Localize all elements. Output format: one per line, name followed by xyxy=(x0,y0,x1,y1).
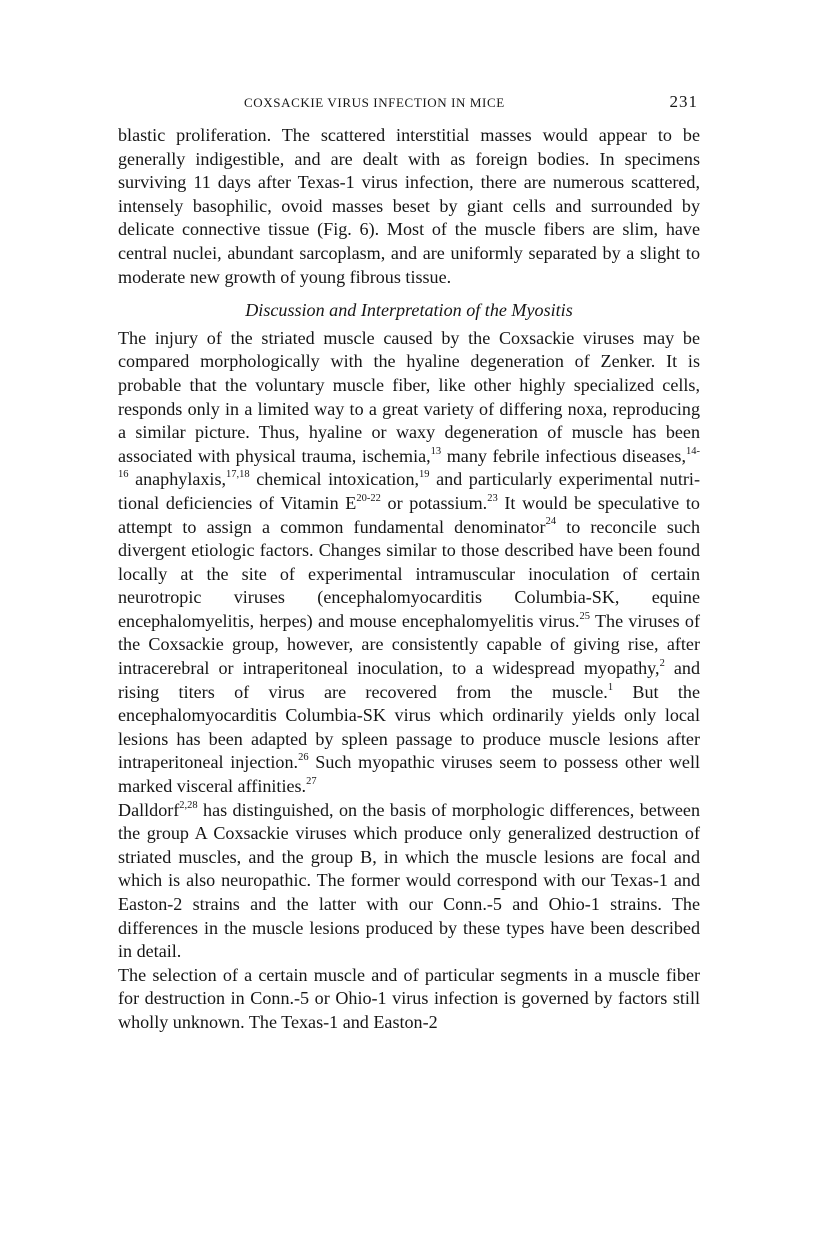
text-segment: The viruses of the Coxsackie group, however, are consistently capable of giving rise, after intracerebral or intraperitoneal inoculation, to a widespread myopathy, xyxy=(118,610,700,679)
reference-superscript: 13 xyxy=(430,445,442,457)
paragraph-4: The selection of a certain muscle and of particular segments in a muscle fiber for destruction in Conn.-5 or Ohio-1 virus infection is governed by factors still wholly unknown. The Texas-1 and Easton-2 xyxy=(118,964,700,1032)
text-segment: many febrile infectious diseases, xyxy=(441,445,686,466)
reference-superscript: 1 xyxy=(607,681,614,693)
text-segment: The injury of the striated muscle caused by the Coxsackie viruses may be compared morphologically with the hyaline degeneration of Zenker. It is probable that the voluntary muscle fiber, like other highly specialized cells, responds only in a limited way to a great variety of differing noxa, reproducing a similar picture. Thus, hyaline or waxy degeneration of muscle has been associated with physical trauma, ischemia, xyxy=(118,327,700,466)
paragraph-2 xyxy=(118,327,700,799)
reference-superscript: 24 xyxy=(545,516,557,528)
reference-superscript: 27 xyxy=(306,776,317,787)
reference-superscript: 2,28 xyxy=(179,799,198,811)
reference-superscript: 14-16 xyxy=(118,445,700,481)
section-heading: Discussion and Interpretation of the Myositis xyxy=(245,300,573,321)
reference-superscript: 19 xyxy=(419,469,430,481)
text-segment: or potassium. xyxy=(380,492,488,513)
reference-superscript: 23 xyxy=(487,492,498,504)
text-segment: chemical intoxication, xyxy=(249,469,420,490)
reference-superscript: 25 xyxy=(579,610,591,622)
text-segment: But the encephalomyocarditis Columbia-SK virus which ordinarily yields only local lesions has been adapted by spleen passage to produce muscle lesions after intraperitoneal injection. xyxy=(118,681,701,773)
reference-superscript: 2 xyxy=(659,658,665,670)
text-segment: to reconcile such divergent etiologic factors. Changes similar to those described have been found locally at the site of experimental intramuscular inoculation of certain neurotropic viruses (encephalomyocarditis Columbia-SK, equine encephalomyelitis, herpes) and mouse encephalomyelitis virus. xyxy=(118,516,700,631)
running-head xyxy=(118,92,700,116)
page-number: 231 xyxy=(669,92,698,111)
paragraph-1: blastic proliferation. The scattered interstitial masses would appear to be generally indigestible, and are dealt with as foreign bodies. In specimens surviving 11 days after Texas-1 virus infection, there are numerous scattered, intensely basophilic, ovoid masses beset by giant cells and surrounded by delicate connective tissue (Fig. 6). Most of the muscle fibers are slim, have central nuclei, abundant sarcoplasm, and are uniformly separated by a slight to moderate new growth of young fibrous tissue. xyxy=(118,125,700,287)
paragraph-3 xyxy=(118,799,700,964)
text-segment: It would be speculative to attempt to assign a common fundamental denominator xyxy=(118,492,700,537)
text-segment: anaphylaxis, xyxy=(128,469,227,490)
reference-superscript: 17,18 xyxy=(226,469,250,481)
text-segment: Dalldorf xyxy=(118,799,180,820)
reference-superscript: 20-22 xyxy=(356,492,381,504)
text-segment: Such myopathic viruses seem to possess other well marked visceral affinities. xyxy=(118,752,700,797)
reference-superscript: 26 xyxy=(298,752,309,764)
running-head-title: COXSACKIE VIRUS INFECTION IN MICE xyxy=(244,95,505,110)
text-segment: has distinguished, on the basis of morphologic differences, between the group A Coxsackie viruses which produce only generalized destruction of striated muscles, and the group B, in which the muscle lesions are focal and which is also neuropathic. The former would correspond with our Texas-1 and Easton-2 strains and the latter with our Conn.-5 and Ohio-1 strains. The differences in the muscle lesions produced by these types have been described in detail. xyxy=(118,799,700,962)
text-segment: and rising titers of virus are recovered from the muscle. xyxy=(118,658,700,702)
page xyxy=(118,92,700,1035)
text-segment: and particularly experimental nutritional deficiencies of Vitamin E xyxy=(118,469,700,513)
